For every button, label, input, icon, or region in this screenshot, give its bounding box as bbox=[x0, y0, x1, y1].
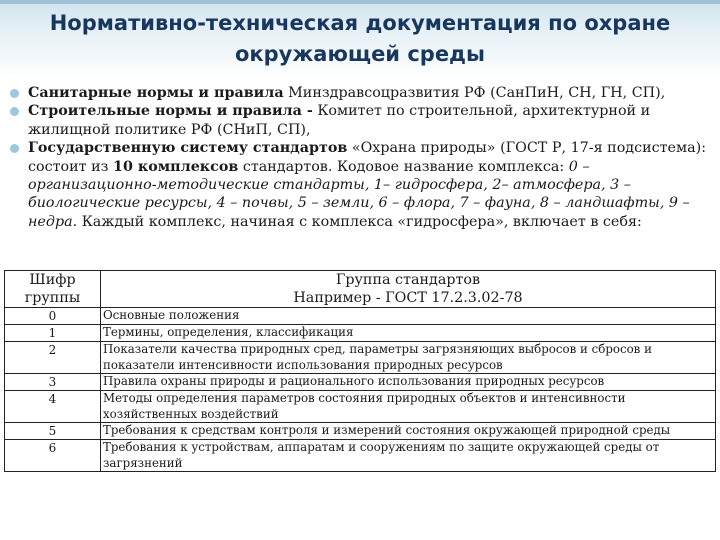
title-accent-bar bbox=[0, 0, 720, 4]
bullet-item-sanpin bbox=[10, 84, 712, 102]
row-code: 0 bbox=[5, 308, 101, 325]
header-code bbox=[5, 271, 101, 308]
row-code: 1 bbox=[5, 325, 101, 342]
table-row bbox=[5, 325, 716, 342]
header-group bbox=[101, 271, 716, 308]
bullet-list bbox=[10, 84, 712, 231]
table-row bbox=[5, 423, 716, 440]
header-group-line2: Например - ГОСТ 17.2.3.02-78 bbox=[293, 290, 523, 306]
table-row bbox=[5, 342, 716, 374]
page-title: Нормативно-техническая документация по охране окружающей среды bbox=[49, 11, 671, 66]
bullet-text: Минздравсоцразвития РФ (СанПиН, СН, ГН, СП), bbox=[283, 85, 666, 101]
table-header-row bbox=[5, 271, 716, 308]
complex-codes-italic: 0 – организационно-методические стандарты, 1– гидросфера, 2– атмосфера, 3 – биологические ресурсы, 4 – почвы, 5 – земли, 6 – флора, 7 – фауна, 8 – ландшафты, 9 – недра. bbox=[28, 158, 690, 230]
bullet-item-gost bbox=[10, 139, 712, 231]
row-desc: Показатели качества природных сред, параметры загрязняющих выбросов и сбросов и показатели интенсивности использования природных ресурсов bbox=[101, 342, 716, 374]
table-row bbox=[5, 391, 716, 423]
bullet-dot-icon bbox=[10, 89, 19, 98]
row-desc: Методы определения параметров состояния природных объектов и интенсивности хозяйственных воздействий bbox=[101, 391, 716, 423]
row-desc: Основные положения bbox=[101, 308, 716, 325]
bullet-text-3: Каждый комплекс, начиная с комплекса «гидросфера», включает в себя: bbox=[77, 213, 642, 230]
bullet-bold-text: Государственную систему стандартов bbox=[28, 140, 348, 157]
table-row bbox=[5, 308, 716, 325]
row-desc: Термины, определения, классификация bbox=[101, 325, 716, 342]
bullet-dot-icon bbox=[10, 144, 19, 153]
row-code: 6 bbox=[5, 440, 101, 472]
bullet-item-snip bbox=[10, 102, 712, 139]
table-row bbox=[5, 374, 716, 391]
row-desc: Правила охраны природы и рационального использования природных ресурсов bbox=[101, 374, 716, 391]
header-code-line1: Шифр bbox=[29, 272, 76, 288]
bullet-bold-text: Строительные нормы и правила - bbox=[28, 103, 313, 120]
header-group-line1: Группа стандартов bbox=[335, 272, 481, 288]
table-row bbox=[5, 440, 716, 472]
row-desc: Требования к устройствам, аппаратам и сооружениям по защите окружающей среды от загрязнений bbox=[101, 440, 716, 472]
row-code: 2 bbox=[5, 342, 101, 374]
bullet-text-2: стандартов. Кодовое название комплекса: bbox=[238, 158, 565, 175]
bullet-bold-text-2: 10 комплексов bbox=[113, 158, 239, 175]
row-code: 5 bbox=[5, 423, 101, 440]
bullet-text: «Охрана природы» (ГОСТ Р, 17-я подсистема): состоит из bbox=[28, 140, 707, 175]
bullet-dot-icon bbox=[10, 107, 19, 116]
row-code: 4 bbox=[5, 391, 101, 423]
row-code: 3 bbox=[5, 374, 101, 391]
header-code-line2: группы bbox=[24, 290, 81, 306]
row-desc: Требования к средствам контроля и измерений состояния окружающей природной среды bbox=[101, 423, 716, 440]
standards-table bbox=[4, 270, 716, 472]
bullet-text: Комитет по строительной, архитектурной и жилищной политике РФ (СНиП, СП), bbox=[28, 103, 651, 138]
bullet-bold-text: Санитарные нормы и правила bbox=[28, 85, 284, 101]
